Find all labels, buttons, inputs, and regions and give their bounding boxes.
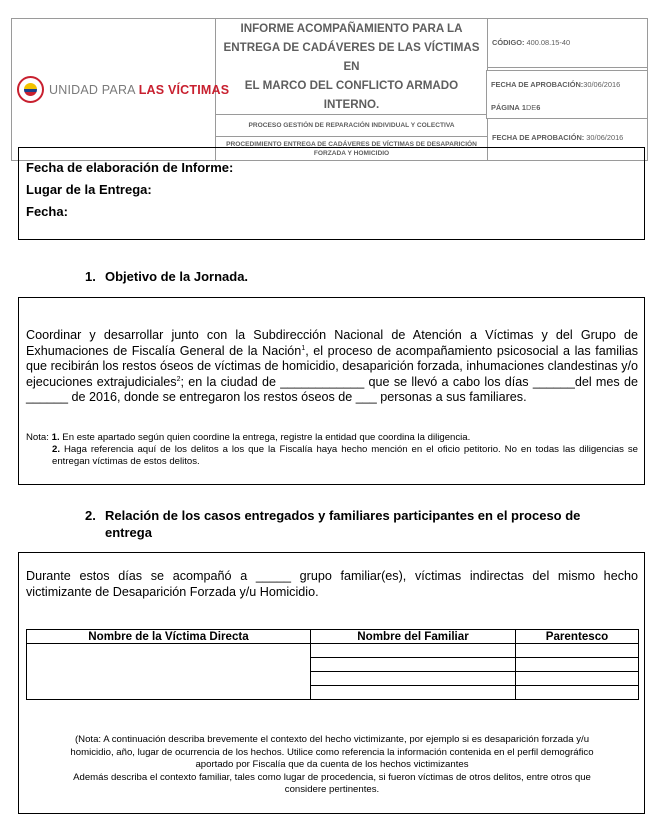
approval-value-visible: 30/06/2016 (583, 79, 621, 89)
approval-value: 30/06/2016 (584, 133, 624, 142)
page-number (486, 96, 648, 119)
date-label: Fecha: (26, 204, 68, 219)
relative-name-cell[interactable] (311, 686, 516, 700)
closing-note-line: homicidio, año, lugar de ocurrencia de los hechos. Utilice como referencia la información contenida en el perfil demográfico (70, 746, 594, 758)
relation-paragraph: Durante estos días se acompañó a _____ grupo familiar(es), víctimas indirectas del mismo hecho victimizante de Desaparición Forzada y/u Homicidio. (26, 569, 638, 599)
approval-label: FECHA DE APROBACIÓN: (492, 133, 585, 142)
relation-table-header (27, 630, 639, 644)
code-value: 400.08.15-40 (524, 38, 571, 48)
closing-note (26, 734, 638, 797)
relationship-cell[interactable] (516, 644, 639, 658)
objective-box (18, 297, 645, 485)
page-current: 1 (521, 103, 526, 112)
col-relationship: Parentesco (516, 630, 639, 644)
document-title (216, 19, 488, 115)
logo-cell (12, 19, 230, 161)
procedure-cell: PROCEDIMIENTO ENTREGA DE CADÁVERES DE VÍCTIMAS DE DESAPARICIÓN FORZADA Y HOMICIDIO (216, 137, 488, 161)
process-cell: PROCESO GESTIÓN DE REPARACIÓN INDIVIDUAL Y COLECTIVA (216, 115, 488, 137)
footnote-ref-1: 1 (301, 344, 306, 352)
note-1-number: 1. (51, 432, 60, 443)
col-victim-name: Nombre de la Víctima Directa (27, 630, 311, 644)
logo-prefix: UNIDAD PARA (49, 82, 139, 97)
section-2-title-line-1: Relación de los casos entregados y familiares participantes en el proceso de (105, 508, 581, 523)
section-2-heading-line-1 (85, 507, 625, 524)
closing-note-line: Además describa el contexto familiar, tales como lugar de procedencia, si fueron víctimas de otros delitos, entre otros que (73, 771, 591, 783)
closing-note-line: considere pertinentes. (284, 784, 380, 795)
table-row (27, 644, 639, 658)
title-line-3: EL MARCO DEL CONFLICTO ARMADO INTERNO. (244, 79, 459, 111)
section-1-title: Objetivo de la Jornada. (105, 269, 249, 284)
relation-table (26, 629, 639, 700)
relative-name-cell[interactable] (311, 644, 516, 658)
objective-text-b: , el proceso de acompañamiento psicosocial a las familias que recibirán los restos óseos de víctimas de homicidio, desaparición forzada, inhumaciones clandestinas y/o ejecuciones extrajudiciales (26, 343, 638, 389)
section-1-number: 1. (85, 269, 96, 284)
colombia-seal-icon (17, 76, 44, 103)
logo-brand: LAS VÍCTIMAS (138, 82, 230, 97)
page-total: 6 (536, 103, 541, 112)
title-line-1: INFORME ACOMPAÑAMIENTO PARA LA (240, 22, 463, 35)
objective-paragraph (26, 328, 638, 406)
victim-name-cell[interactable] (27, 644, 311, 700)
objective-note (26, 432, 638, 468)
note-1-text: En este apartado según quien coordine la entrega, registre la entidad que coordina la diligencia. (59, 432, 471, 443)
relative-name-cell[interactable] (311, 658, 516, 672)
approval-label-visible: FECHA DE APROBACIÓN: (491, 79, 584, 89)
section-1-heading (85, 268, 248, 285)
page-label: PÁGINA (491, 103, 520, 112)
section-2-number: 2. (85, 508, 96, 523)
relationship-cell[interactable] (516, 686, 639, 700)
note-2-number: 2. (52, 444, 61, 455)
note-line-2 (26, 444, 638, 468)
delivery-place-label: Lugar de la Entrega: (26, 182, 152, 197)
note-2-text: Haga referencia aquí de los delitos a los que la Fiscalía haya hecho mención en el oficio petitorio. No en todas las diligencias se entregan víctimas de estos delitos. (52, 444, 638, 467)
footnote-ref-2: 2 (176, 375, 181, 383)
closing-note-line: (Nota: A continuación describa brevemente el contexto del hecho victimizante, por ejemplo si es desaparición forzada y/u (74, 734, 590, 745)
approval-cell-cover (486, 70, 648, 97)
relation-box (18, 552, 645, 814)
relative-name-cell[interactable] (311, 672, 516, 686)
title-line-2: ENTREGA DE CADÁVERES DE LAS VÍCTIMAS EN (223, 41, 480, 73)
page-of: DE (525, 103, 537, 112)
relationship-cell[interactable] (516, 672, 639, 686)
relationship-cell[interactable] (516, 658, 639, 672)
unidad-victimas-logo (12, 40, 230, 139)
col-relative-name: Nombre del Familiar (311, 630, 516, 644)
info-box (18, 147, 645, 240)
section-2-heading (85, 507, 625, 541)
code-cell (488, 19, 648, 68)
note-label: Nota: (26, 432, 52, 443)
section-2-title-line-2: entrega (105, 525, 152, 540)
note-line-1 (26, 432, 638, 444)
code-label: CÓDIGO: (492, 38, 525, 48)
report-date-label: Fecha de elaboración de Informe: (26, 160, 234, 175)
objective-text-a: Coordinar y desarrollar junto con la Subdirección Nacional de Atención a Víctimas y del Grupo de Exhumaciones de Fiscalía General de la Nación (26, 328, 638, 358)
objective-text-c: ; en la ciudad de ____________ que se llevó a cabo los días ______del mes de ______ de 2016, donde se entregaron los restos óseos de ___ personas a sus familiares. (26, 374, 638, 404)
closing-note-line: aportado por Fiscalía que da cuenta de los hechos victimizantes (195, 759, 469, 770)
